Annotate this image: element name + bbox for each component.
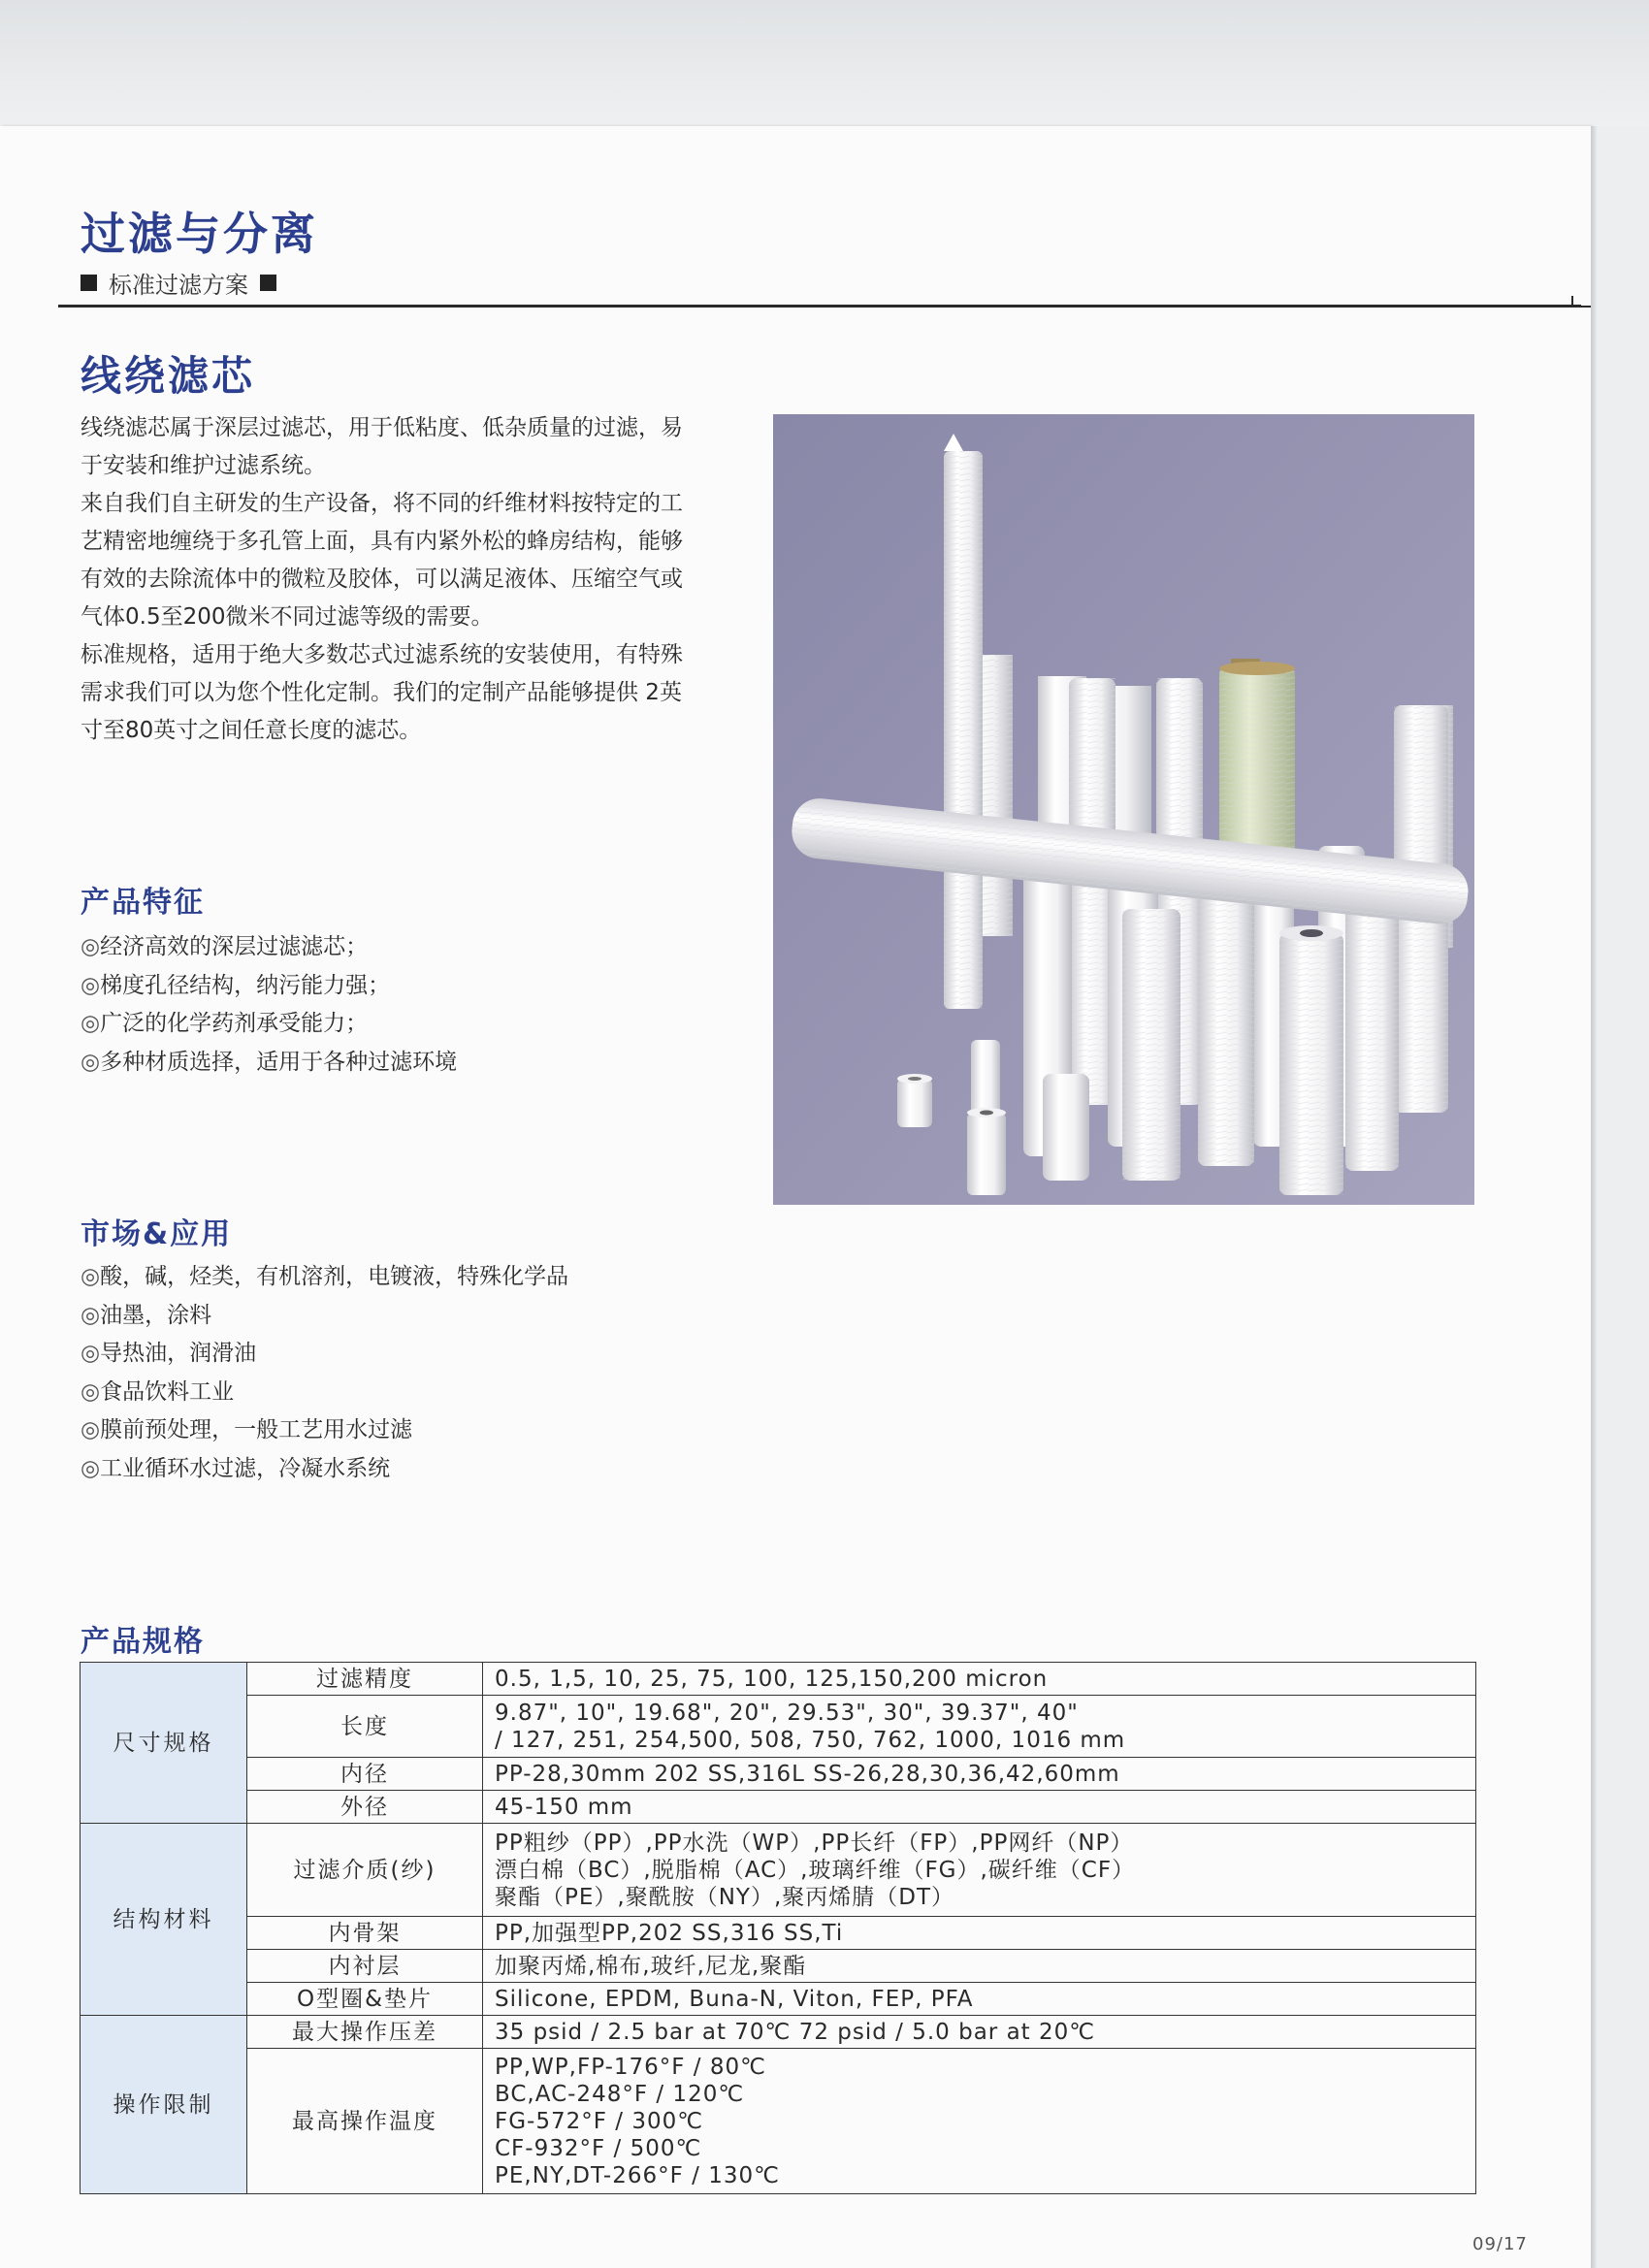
list-item: ◎ 广泛的化学药剂承受能力； — [81, 1005, 457, 1044]
attr-value: 35 psid / 2.5 bar at 70℃ 72 psid / 5.0 bar at 20℃ — [483, 2016, 1476, 2049]
list-item: ◎ 梯度孔径结构，纳污能力强； — [81, 967, 457, 1006]
attr-label: 过滤精度 — [247, 1663, 483, 1696]
intro-paragraph: 线绕滤芯属于深层过滤芯，用于低粘度、低杂质量的过滤，易于安装和维护过滤系统。 — [81, 415, 683, 478]
attr-value: 9.87", 10", 19.68", 20", 29.53", 30", 39.37", 40" / 127, 251, 254,500, 508, 750, 762, 1000, 1016 mm — [483, 1696, 1476, 1758]
attr-label: 最高操作温度 — [247, 2049, 483, 2194]
features-heading: 产品特征 — [81, 886, 205, 920]
product-title: 线绕滤芯 — [81, 352, 256, 400]
intro-paragraph: 来自我们自主研发的生产设备，将不同的纤维材料按特定的工艺精密地缠绕于多孔管上面，具有内紧外松的蜂房结构，能够有效的去除流体中的微粒及胶体，可以满足液体、压缩空气或气体0.5至200微米不同过滤等级的需要。 — [81, 491, 683, 630]
attr-label: 内衬层 — [247, 1950, 483, 1983]
list-item: ◎ 工业循环水过滤，冷凝水系统 — [81, 1450, 568, 1489]
header-divider — [58, 305, 1581, 308]
list-item: ◎ 经济高效的深层过滤滤芯； — [81, 928, 457, 967]
list-item: ◎ 导热油，润滑油 — [81, 1335, 568, 1374]
list-item: ◎ 食品饮料工业 — [81, 1374, 568, 1412]
table-row — [81, 1663, 1476, 1696]
list-item: ◎ 油墨，涂料 — [81, 1297, 568, 1336]
table-row — [81, 1950, 1476, 1983]
attr-value: Silicone, EPDM, Buna-N, Viton, FEP, PFA — [483, 1983, 1476, 2016]
attr-label: 外径 — [247, 1791, 483, 1824]
group-label: 结构材料 — [81, 1824, 247, 2016]
table-row — [81, 2049, 1476, 2194]
page-number: 09/17 — [1472, 2234, 1528, 2254]
table-row — [81, 1824, 1476, 1917]
attr-label: 内骨架 — [247, 1917, 483, 1950]
table-row — [81, 1696, 1476, 1758]
list-item: ◎ 酸，碱，烃类，有机溶剂，电镀液，特殊化学品 — [81, 1258, 568, 1297]
product-photo — [773, 414, 1474, 1205]
group-label: 尺寸规格 — [81, 1663, 247, 1824]
attr-label: O型圈&垫片 — [247, 1983, 483, 2016]
table-row — [81, 1983, 1476, 2016]
market-list — [81, 1258, 568, 1488]
table-row — [81, 1758, 1476, 1791]
attr-value: PP,WP,FP-176°F / 80℃ BC,AC-248°F / 120℃ FG-572°F / 300℃ CF-932°F / 500℃ PE,NY,DT-266°F / 130℃ — [483, 2049, 1476, 2194]
market-heading: 市场&应用 — [81, 1217, 233, 1251]
product-intro — [81, 409, 692, 750]
spec-table — [80, 1662, 1476, 2194]
attr-value: 0.5, 1,5, 10, 25, 75, 100, 125,150,200 micron — [483, 1663, 1476, 1696]
group-label: 操作限制 — [81, 2016, 247, 2194]
square-bullet-icon — [81, 275, 97, 291]
attr-label: 内径 — [247, 1758, 483, 1791]
attr-label: 最大操作压差 — [247, 2016, 483, 2049]
square-bullet-icon — [260, 275, 276, 291]
table-row — [81, 2016, 1476, 2049]
section-subtitle — [81, 266, 276, 300]
table-row — [81, 1791, 1476, 1824]
list-item: ◎ 膜前预处理，一般工艺用水过滤 — [81, 1411, 568, 1450]
specs-heading: 产品规格 — [81, 1625, 205, 1659]
page-edge — [1591, 126, 1597, 2268]
attr-value: PP,加强型PP,202 SS,316 SS,Ti — [483, 1917, 1476, 1950]
attr-value: PP-28,30mm 202 SS,316L SS-26,28,30,36,42,60mm — [483, 1758, 1476, 1791]
scan-background — [0, 0, 1649, 126]
attr-label: 过滤介质(纱) — [247, 1824, 483, 1917]
header-divider-end — [1571, 296, 1591, 308]
attr-label: 长度 — [247, 1696, 483, 1758]
intro-paragraph: 标准规格，适用于绝大多数芯式过滤系统的安装使用，有特殊需求我们可以为您个性化定制。我们的定制产品能够提供 2英寸至80英寸之间任意长度的滤芯。 — [81, 642, 683, 743]
list-item: ◎ 多种材质选择，适用于各种过滤环境 — [81, 1044, 457, 1083]
table-row — [81, 1917, 1476, 1950]
section-title: 过滤与分离 — [81, 208, 318, 260]
features-list — [81, 928, 457, 1082]
attr-value: 加聚丙烯,棉布,玻纤,尼龙,聚酯 — [483, 1950, 1476, 1983]
attr-value: PP粗纱（PP）,PP水洗（WP）,PP长纤（FP）,PP网纤（NP） 漂白棉（BC）,脱脂棉（AC）,玻璃纤维（FG）,碳纤维（CF） 聚酯（PE）,聚酰胺（NY）,聚丙烯腈（DT） — [483, 1824, 1476, 1917]
attr-value: 45-150 mm — [483, 1791, 1476, 1824]
subtitle-text: 标准过滤方案 — [109, 272, 248, 299]
